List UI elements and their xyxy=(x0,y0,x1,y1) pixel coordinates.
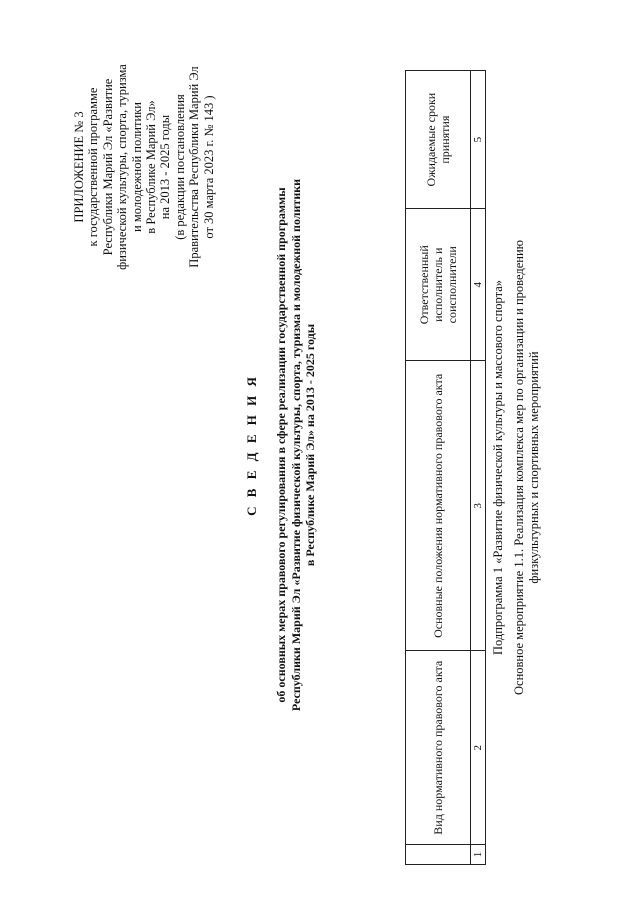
table-number-cell: 5 xyxy=(471,71,486,209)
document-title: С В Е Д Е Н И Я xyxy=(244,374,259,516)
table-header-cell: Основные положения нормативного правового акта xyxy=(406,361,471,651)
appendix-line: (в редакции постановления xyxy=(172,94,187,240)
measures-table xyxy=(405,70,486,865)
appendix-line: физической культуры, спорта, туризма xyxy=(115,64,130,270)
appendix-line: на 2013 - 2025 годы xyxy=(158,114,173,220)
appendix-line: к государственной программе xyxy=(86,87,101,247)
main-event-heading xyxy=(512,70,542,865)
appendix-line: Правительства Республики Марий Эл xyxy=(187,66,202,268)
appendix-line: Республики Марий Эл «Развитие xyxy=(100,78,115,256)
main-event-line: Основное мероприятие 1.1. Реализация комплекса мер по организации и проведению xyxy=(512,240,526,695)
subprogram-heading: Подпрограмма 1 «Развитие физической культуры и массового спорта» xyxy=(491,279,505,656)
appendix-block xyxy=(72,27,216,307)
appendix-line: в Республике Марий Эл» xyxy=(144,100,159,234)
table-number-cell: 4 xyxy=(471,209,486,361)
appendix-line: ПРИЛОЖЕНИЕ № 3 xyxy=(72,111,86,223)
subtitle-line: в Республике Марий Эл» на 2013 - 2025 годы xyxy=(303,323,317,567)
table-header-row xyxy=(406,71,471,865)
subtitle-line: об основных мерах правового регулирования в сфере реализации государственной программы xyxy=(274,187,288,703)
subtitle-line: Республики Марий Эл «Развитие физической культуры, спорта, туризма и молодежной политики xyxy=(288,178,303,712)
table-header-cell: Вид нормативного правового акта xyxy=(406,651,471,844)
table-number-cell: 1 xyxy=(471,844,486,864)
appendix-line: и молодежной политики xyxy=(129,102,144,232)
table-header-cell: Ответственный исполнитель и соисполнители xyxy=(406,209,471,361)
document-title-block xyxy=(244,125,318,765)
table-header-cell: Ожидаемые сроки принятия xyxy=(406,71,471,209)
table-number-cell: 3 xyxy=(471,361,486,651)
appendix-line: от 30 марта 2023 г. № 143 ) xyxy=(201,95,216,239)
table-number-cell: 2 xyxy=(471,651,486,844)
document-subtitle xyxy=(274,125,318,765)
table-number-row xyxy=(471,71,486,865)
main-event-line: физкультурных и спортивных мероприятий xyxy=(527,351,541,584)
table-header-cell xyxy=(406,844,471,864)
